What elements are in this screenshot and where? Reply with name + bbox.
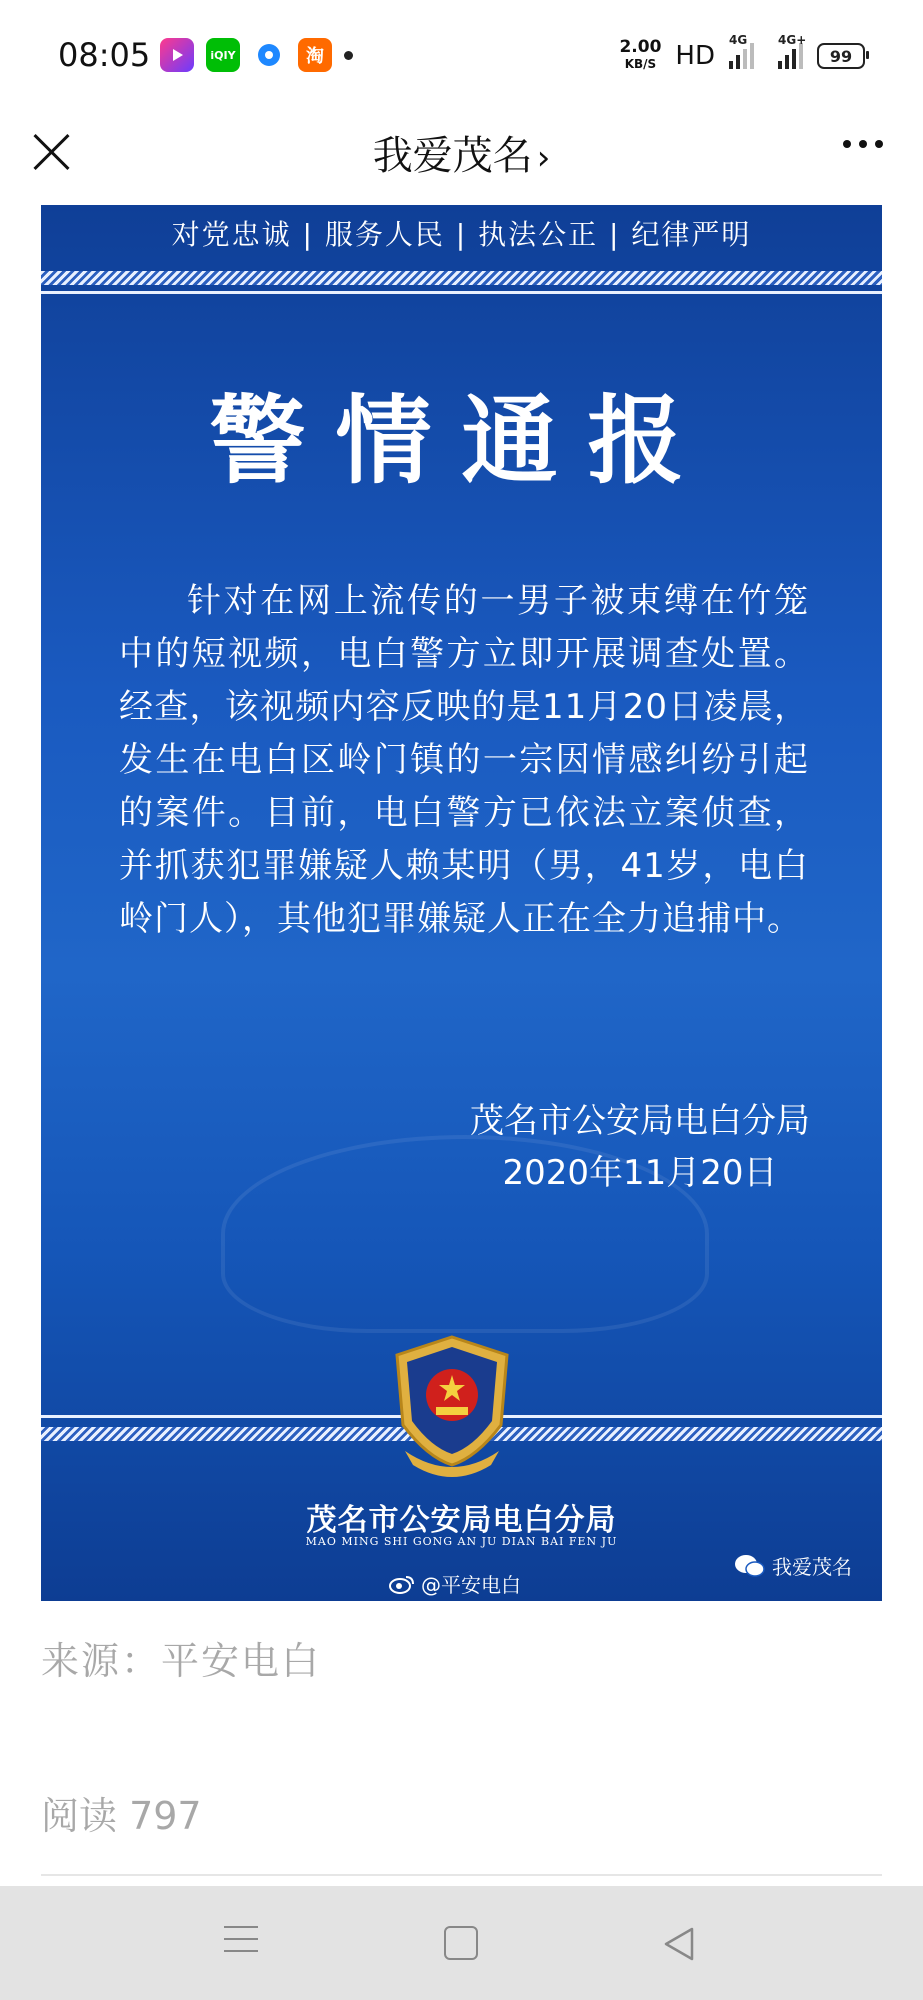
more-options-button[interactable] (843, 140, 883, 148)
signal-icon (729, 33, 754, 69)
signal-icon (778, 33, 807, 69)
issuer-name: 茂名市公安局电白分局 (470, 1101, 810, 1141)
read-count: 阅读 797 (41, 1794, 202, 1838)
chevron-right-icon: › (536, 138, 551, 178)
wechat-icon (734, 1554, 766, 1578)
system-indicators (619, 33, 865, 76)
weibo-handle: @平安电白 (421, 1573, 521, 1597)
decorative-band (41, 271, 882, 285)
weibo-watermark (389, 1569, 521, 1598)
system-navigation-bar (0, 1886, 923, 2000)
footer-organization: 茂名市公安局电白分局 (306, 1503, 617, 1538)
more-notifications-dot (344, 51, 353, 60)
back-button[interactable] (662, 1926, 696, 1966)
footer-pinyin: MAO MING SHI GONG AN JU DIAN BAI FEN JU (305, 1535, 618, 1548)
wechat-account: 我爱茂名 (772, 1555, 852, 1579)
issue-date: 2020年11月20日 (502, 1153, 778, 1193)
status-time: 08:05 (58, 36, 151, 74)
wechat-watermark (734, 1551, 852, 1580)
article-source: 来源：平安电白 (41, 1639, 322, 1683)
divider (41, 1874, 882, 1876)
notice-title: 警情通报 (209, 385, 714, 497)
taobao-icon: 淘 (298, 38, 332, 72)
network-speed-value: 2.00 (619, 37, 662, 57)
account-title[interactable] (0, 124, 923, 181)
signal-tag: 4G+ (778, 33, 807, 47)
status-bar (0, 0, 923, 110)
video-app-icon (160, 38, 194, 72)
network-speed (619, 39, 661, 73)
recent-apps-button[interactable] (224, 1926, 258, 1962)
home-button[interactable] (444, 1926, 478, 1960)
weibo-icon (389, 1574, 415, 1594)
battery-icon: 99 (817, 43, 865, 69)
police-notice-image[interactable] (41, 205, 882, 1601)
motto-banner: 对党忠诚 | 服务人民 | 执法公正 | 纪律严明 (171, 218, 752, 251)
iqiyi-icon: iQIY (206, 38, 240, 72)
account-name[interactable]: 我爱茂名 (372, 133, 533, 179)
browser-icon (252, 38, 286, 72)
nav-bar (0, 110, 923, 210)
notice-body: 针对在网上流传的一男子被束缚在竹笼中的短视频，电白警方立即开展调查处置。经查，该视频内容反映的是11月20日凌晨，发生在电白区岭门镇的一宗因情感纠纷引起的案件。目前，电白警方已依法立案侦查，并抓获犯罪嫌疑人赖某明（男，41岁，电白岭门人），其他犯罪嫌疑人正在全力追捕中。 (119, 581, 809, 939)
police-emblem-icon (381, 1333, 523, 1483)
divider-line (41, 291, 882, 294)
hd-voice-icon: HD (675, 41, 715, 71)
network-speed-unit: KB/S (624, 57, 657, 71)
issuer-block (470, 1095, 810, 1199)
signal-tag: 4G (729, 33, 748, 47)
notification-icons (160, 38, 353, 72)
